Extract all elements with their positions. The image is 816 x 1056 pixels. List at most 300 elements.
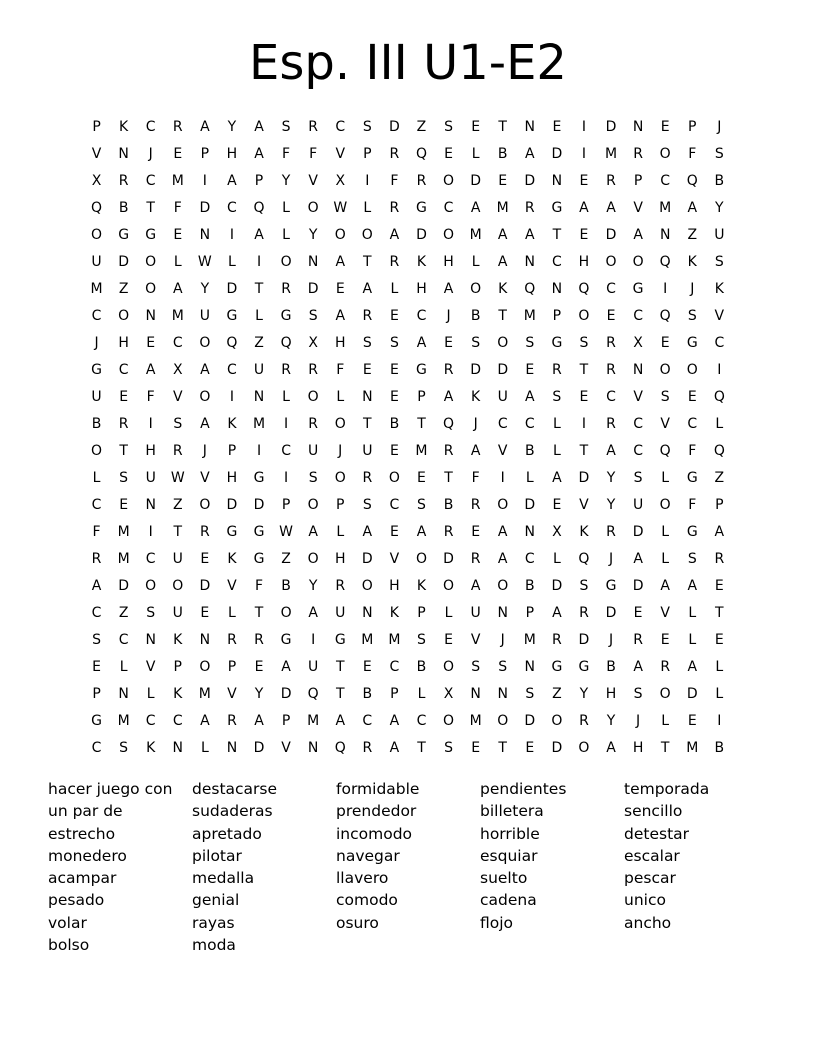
grid-letter: K: [227, 551, 237, 567]
grid-letter: I: [500, 470, 505, 486]
grid-letter: S: [660, 389, 670, 405]
grid-letter: C: [118, 362, 129, 378]
grid-letter: N: [199, 632, 211, 648]
grid-letter: G: [280, 632, 292, 648]
grid-letter: O: [199, 659, 211, 675]
grid-letter: E: [606, 308, 616, 324]
grid-letter: A: [335, 308, 346, 324]
grid-letter: O: [334, 416, 346, 432]
grid-letter: E: [254, 659, 264, 675]
grid-letter: K: [416, 254, 427, 270]
grid-letter: E: [362, 362, 372, 378]
grid-letter: D: [253, 497, 265, 513]
grid-letter: S: [714, 146, 724, 162]
grid-letter: A: [470, 443, 481, 459]
grid-letter: F: [173, 200, 182, 216]
grid-letter: Q: [91, 200, 103, 216]
grid-letter: Q: [659, 308, 671, 324]
grid-letter: N: [145, 632, 156, 648]
grid-letter: V: [470, 632, 481, 648]
grid-letter: O: [388, 470, 400, 486]
grid-letter: A: [389, 713, 400, 729]
word-column: [336, 778, 480, 956]
grid-row: [83, 222, 733, 249]
grid-letter: O: [91, 443, 103, 459]
grid-letter: K: [416, 578, 427, 594]
grid-letter: S: [444, 119, 453, 135]
grid-letter: G: [578, 659, 590, 675]
grid-letter: J: [500, 632, 505, 648]
grid-letter: O: [659, 362, 671, 378]
grid-letter: R: [470, 497, 481, 513]
grid-letter: G: [253, 470, 265, 486]
word-list-item: esquiar: [480, 846, 538, 865]
grid-letter: M: [117, 524, 130, 540]
grid-letter: R: [118, 416, 129, 432]
grid-letter: C: [335, 119, 346, 135]
grid-letter: G: [686, 524, 698, 540]
grid-letter: J: [608, 551, 614, 567]
grid-letter: O: [497, 713, 509, 729]
grid-letter: O: [578, 308, 590, 324]
word-list-item: volar: [48, 913, 87, 932]
grid-letter: U: [91, 254, 102, 270]
word-column: [624, 778, 768, 956]
grid-letter: K: [687, 254, 697, 270]
grid-letter: H: [389, 578, 400, 594]
grid-letter: R: [714, 551, 725, 567]
grid-letter: F: [92, 524, 101, 540]
grid-letter: E: [389, 443, 399, 459]
grid-letter: M: [117, 551, 130, 567]
grid-letter: S: [444, 740, 453, 756]
grid-letter: E: [389, 308, 399, 324]
grid-letter: G: [416, 362, 427, 378]
grid-letter: Y: [606, 470, 616, 486]
grid-letter: V: [579, 497, 589, 513]
grid-letter: J: [608, 632, 614, 648]
grid-letter: A: [660, 578, 670, 594]
word-list-item: comodo: [336, 891, 398, 910]
grid-letter: K: [173, 686, 183, 702]
grid-letter: R: [552, 362, 562, 378]
grid-letter: A: [91, 578, 102, 594]
grid-letter: O: [145, 254, 157, 270]
grid-letter: H: [416, 281, 427, 297]
grid-letter: D: [551, 740, 563, 756]
grid-letter: L: [471, 146, 480, 162]
grid-letter: D: [307, 281, 319, 297]
grid-letter: Q: [578, 281, 590, 297]
grid-letter: C: [227, 362, 237, 378]
grid-letter: V: [281, 740, 291, 756]
grid-letter: R: [308, 362, 319, 378]
grid-letter: L: [552, 551, 561, 567]
grid-letter: J: [338, 443, 343, 459]
grid-letter: O: [443, 659, 455, 675]
grid-letter: F: [254, 578, 264, 594]
grid-letter: G: [686, 335, 698, 351]
grid-letter: U: [91, 389, 102, 405]
grid-letter: W: [333, 200, 348, 216]
grid-letter: C: [606, 389, 616, 405]
grid-letter: O: [415, 551, 427, 567]
grid-letter: O: [199, 389, 211, 405]
grid-row: [83, 573, 733, 600]
grid-letter: N: [497, 686, 508, 702]
grid-letter: R: [172, 443, 183, 459]
grid-letter: S: [525, 686, 535, 702]
grid-letter: P: [254, 173, 264, 189]
grid-letter: S: [498, 659, 508, 675]
grid-letter: D: [578, 632, 590, 648]
word-bank: [48, 778, 788, 956]
grid-letter: L: [92, 470, 101, 486]
grid-letter: U: [335, 605, 346, 621]
grid-letter: E: [119, 497, 129, 513]
word-list-item: prendedor: [336, 802, 417, 821]
grid-letter: O: [91, 227, 103, 243]
grid-letter: C: [633, 443, 643, 459]
word-column: [48, 778, 192, 956]
grid-letter: G: [91, 362, 102, 378]
grid-letter: T: [660, 740, 670, 756]
grid-letter: C: [497, 416, 508, 432]
grid-letter: P: [363, 146, 372, 162]
grid-letter: J: [717, 119, 722, 135]
grid-letter: H: [226, 146, 238, 162]
grid-letter: R: [362, 740, 373, 756]
grid-letter: E: [335, 281, 345, 297]
grid-row: [83, 168, 733, 195]
grid-letter: Q: [578, 551, 590, 567]
grid-letter: L: [173, 254, 182, 270]
grid-row: [83, 600, 733, 627]
grid-letter: V: [389, 551, 400, 567]
grid-letter: R: [606, 362, 616, 378]
grid-letter: D: [280, 686, 292, 702]
grid-letter: C: [524, 416, 535, 432]
grid-letter: T: [335, 686, 345, 702]
grid-letter: I: [365, 173, 370, 189]
grid-letter: P: [200, 146, 210, 162]
grid-letter: S: [471, 659, 481, 675]
word-list-item: medalla: [192, 869, 255, 888]
grid-letter: A: [254, 713, 264, 729]
grid-letter: F: [471, 470, 480, 486]
grid-letter: L: [552, 443, 561, 459]
grid-letter: A: [416, 335, 427, 351]
grid-letter: I: [717, 713, 722, 729]
grid-letter: Z: [172, 497, 183, 513]
grid-letter: C: [714, 335, 725, 351]
grid-letter: D: [686, 686, 698, 702]
grid-letter: K: [389, 605, 399, 621]
grid-letter: E: [498, 173, 508, 189]
grid-letter: Q: [280, 335, 292, 351]
grid-letter: L: [688, 632, 697, 648]
grid-letter: O: [361, 578, 373, 594]
grid-letter: G: [551, 659, 563, 675]
grid-letter: O: [307, 551, 319, 567]
grid-letter: I: [284, 416, 289, 432]
grid-row: [83, 276, 733, 303]
grid-letter: P: [281, 497, 291, 513]
word-list-item: detestar: [624, 824, 690, 843]
grid-letter: A: [200, 119, 210, 135]
grid-letter: L: [471, 254, 480, 270]
grid-letter: P: [227, 659, 237, 675]
grid-letter: O: [307, 200, 319, 216]
grid-row: [83, 114, 733, 141]
grid-letter: N: [199, 227, 211, 243]
grid-row: [83, 546, 733, 573]
grid-letter: G: [226, 308, 238, 324]
grid-letter: E: [146, 335, 156, 351]
grid-letter: V: [308, 173, 318, 189]
grid-letter: M: [90, 281, 103, 297]
grid-letter: A: [443, 281, 454, 297]
grid-letter: B: [416, 659, 427, 675]
grid-letter: L: [200, 740, 209, 756]
grid-letter: I: [311, 632, 316, 648]
grid-letter: U: [497, 389, 508, 405]
grid-letter: C: [606, 281, 616, 297]
grid-letter: U: [362, 443, 373, 459]
grid-letter: A: [633, 227, 643, 243]
grid-letter: R: [227, 632, 237, 648]
grid-letter: Q: [253, 200, 265, 216]
grid-letter: P: [92, 119, 101, 135]
grid-letter: M: [307, 713, 320, 729]
grid-letter: N: [632, 119, 644, 135]
grid-letter: C: [416, 308, 427, 324]
grid-letter: O: [307, 389, 319, 405]
grid-letter: O: [280, 605, 292, 621]
grid-letter: N: [145, 497, 156, 513]
grid-row: [83, 303, 733, 330]
grid-letter: E: [173, 227, 183, 243]
grid-letter: Z: [416, 119, 427, 135]
grid-letter: O: [443, 227, 455, 243]
grid-letter: R: [606, 173, 616, 189]
grid-letter: L: [336, 389, 345, 405]
word-list-item: temporada: [624, 780, 710, 798]
grid-letter: G: [605, 578, 617, 594]
grid-letter: D: [226, 497, 238, 513]
grid-letter: A: [308, 524, 318, 540]
grid-letter: D: [524, 713, 536, 729]
word-column: [192, 778, 336, 956]
grid-letter: T: [579, 362, 589, 378]
grid-letter: N: [551, 281, 563, 297]
grid-letter: L: [715, 686, 724, 702]
grid-letter: R: [470, 551, 481, 567]
grid-letter: A: [470, 578, 481, 594]
grid-row: [83, 654, 733, 681]
word-list-item: sencillo: [624, 802, 683, 821]
grid-letter: Y: [227, 119, 237, 135]
grid-letter: D: [578, 470, 590, 486]
grid-letter: G: [280, 308, 292, 324]
grid-letter: N: [524, 524, 536, 540]
grid-letter: C: [524, 551, 535, 567]
grid-letter: A: [145, 362, 156, 378]
grid-letter: H: [334, 551, 346, 567]
grid-letter: U: [308, 659, 319, 675]
grid-letter: G: [334, 632, 346, 648]
grid-letter: A: [497, 254, 508, 270]
grid-letter: J: [636, 713, 641, 729]
grid-letter: T: [552, 227, 562, 243]
word-list-item: destacarse: [192, 780, 278, 798]
grid-letter: P: [336, 497, 345, 513]
grid-letter: A: [389, 740, 400, 756]
word-list-item: moda: [192, 936, 236, 955]
grid-letter: G: [416, 200, 427, 216]
grid-letter: A: [254, 119, 264, 135]
grid-letter: D: [497, 362, 509, 378]
grid-letter: L: [282, 389, 290, 405]
grid-letter: C: [687, 416, 698, 432]
grid-letter: R: [389, 200, 400, 216]
grid-letter: E: [660, 119, 670, 135]
grid-letter: A: [172, 281, 183, 297]
word-list-item: hacer juego con: [48, 780, 173, 798]
grid-letter: S: [633, 470, 643, 486]
grid-letter: S: [119, 470, 129, 486]
grid-letter: U: [145, 470, 156, 486]
grid-letter: A: [579, 200, 589, 216]
grid-letter: A: [254, 146, 264, 162]
grid-letter: R: [281, 362, 291, 378]
grid-letter: E: [471, 740, 481, 756]
grid-letter: Q: [307, 686, 319, 702]
grid-letter: R: [335, 578, 346, 594]
grid-letter: M: [388, 632, 401, 648]
grid-letter: R: [606, 524, 616, 540]
grid-row: [83, 492, 733, 519]
grid-row: [83, 708, 733, 735]
grid-letter: A: [606, 443, 616, 459]
grid-letter: S: [552, 389, 562, 405]
grid-letter: L: [282, 200, 290, 216]
grid-letter: U: [308, 443, 319, 459]
grid-letter: K: [173, 632, 183, 648]
grid-letter: R: [254, 632, 264, 648]
grid-letter: V: [172, 389, 183, 405]
grid-letter: M: [198, 686, 211, 702]
grid-letter: S: [579, 578, 589, 594]
grid-letter: C: [443, 200, 454, 216]
grid-letter: D: [632, 578, 644, 594]
grid-letter: E: [687, 713, 697, 729]
grid-letter: N: [226, 740, 238, 756]
grid-letter: R: [91, 551, 102, 567]
grid-letter: O: [118, 308, 130, 324]
grid-letter: T: [173, 524, 183, 540]
grid-letter: E: [660, 632, 670, 648]
grid-letter: O: [361, 227, 373, 243]
grid-letter: L: [688, 605, 697, 621]
grid-letter: L: [282, 227, 290, 243]
grid-letter: C: [633, 308, 643, 324]
grid-letter: E: [660, 335, 670, 351]
grid-letter: F: [688, 146, 697, 162]
grid-letter: P: [281, 713, 291, 729]
grid-letter: L: [336, 524, 345, 540]
grid-letter: A: [687, 200, 698, 216]
grid-letter: D: [253, 740, 265, 756]
grid-letter: C: [660, 173, 671, 189]
grid-letter: M: [171, 308, 184, 324]
grid-letter: K: [579, 524, 589, 540]
grid-letter: S: [714, 254, 724, 270]
grid-letter: R: [524, 200, 535, 216]
grid-letter: R: [308, 119, 319, 135]
grid-letter: A: [687, 578, 698, 594]
grid-letter: L: [525, 470, 534, 486]
grid-letter: I: [148, 416, 153, 432]
grid-letter: M: [117, 713, 130, 729]
grid-letter: R: [416, 173, 427, 189]
grid-letter: Q: [713, 389, 725, 405]
grid-letter: C: [145, 119, 156, 135]
grid-letter: X: [552, 524, 562, 540]
grid-letter: W: [197, 254, 212, 270]
grid-letter: S: [362, 497, 372, 513]
grid-letter: E: [579, 227, 589, 243]
grid-letter: R: [606, 416, 616, 432]
grid-letter: L: [363, 200, 372, 216]
grid-letter: U: [470, 605, 481, 621]
grid-letter: P: [92, 686, 101, 702]
grid-letter: R: [443, 443, 454, 459]
grid-letter: P: [525, 605, 535, 621]
grid-letter: I: [202, 173, 207, 189]
grid-letter: S: [362, 335, 372, 351]
grid-letter: M: [361, 632, 374, 648]
grid-letter: N: [659, 227, 671, 243]
grid-letter: O: [578, 740, 590, 756]
grid-letter: Z: [687, 227, 698, 243]
grid-letter: A: [714, 524, 725, 540]
grid-letter: N: [118, 146, 129, 162]
grid-letter: B: [714, 740, 725, 756]
grid-letter: M: [604, 146, 618, 162]
grid-letter: R: [199, 524, 210, 540]
grid-letter: E: [552, 497, 562, 513]
grid-letter: S: [633, 686, 643, 702]
grid-letter: S: [308, 470, 318, 486]
grid-letter: U: [172, 551, 183, 567]
grid-letter: H: [226, 470, 238, 486]
grid-letter: A: [606, 200, 616, 216]
grid-letter: G: [118, 227, 130, 243]
grid-letter: E: [444, 335, 453, 351]
grid-letter: A: [470, 200, 481, 216]
grid-letter: D: [524, 497, 536, 513]
grid-letter: N: [362, 605, 373, 621]
grid-letter: V: [91, 146, 102, 162]
grid-letter: D: [118, 254, 129, 270]
grid-letter: A: [552, 605, 562, 621]
grid-letter: T: [146, 200, 155, 216]
grid-letter: R: [443, 524, 454, 540]
grid-row: [83, 195, 733, 222]
grid-letter: L: [661, 713, 670, 729]
grid-letter: E: [200, 551, 210, 567]
